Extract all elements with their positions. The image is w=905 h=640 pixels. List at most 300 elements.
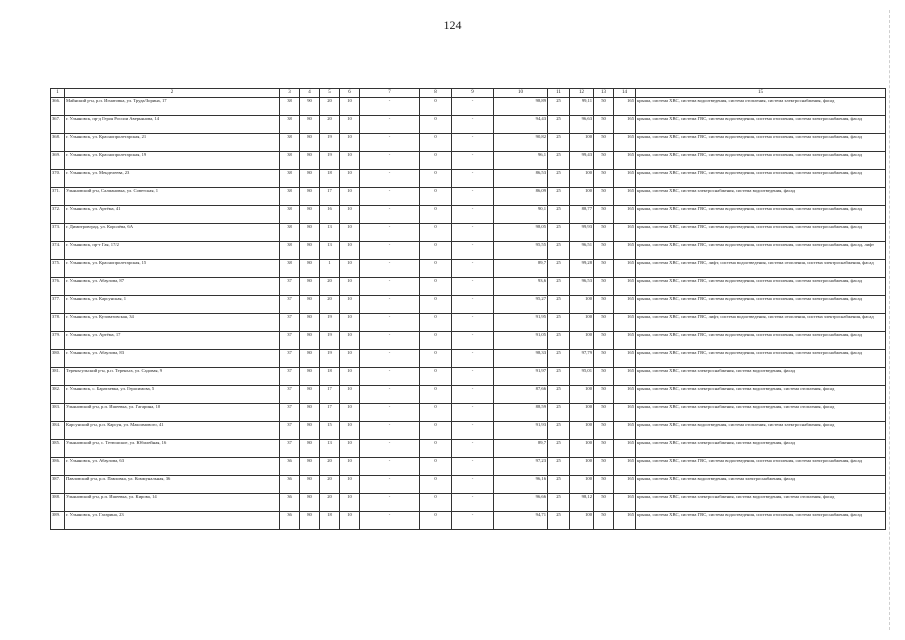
table-cell: 80: [300, 386, 320, 404]
table-cell: 50: [594, 458, 614, 476]
table-cell: 80: [300, 440, 320, 458]
table-cell: 0: [420, 134, 452, 152]
table-cell: 0: [420, 98, 452, 116]
table-cell: -: [360, 296, 420, 314]
table-cell: крыша, система ХВС, система ГВС, система водоотведения, система отопления, система электроснабжения, фасад: [636, 332, 886, 350]
table-cell: 100: [570, 476, 594, 494]
table-cell: -: [452, 152, 494, 170]
table-row: [51, 296, 886, 314]
table-cell: 50: [594, 440, 614, 458]
table-cell: -: [360, 386, 420, 404]
table-cell: крыша, система ХВС, система ГВС, система водоотведения, система отопления, система электроснабжения, фасад: [636, 224, 886, 242]
column-header: 9: [452, 89, 494, 98]
table-cell: 10: [340, 422, 360, 440]
table-cell: 0: [420, 404, 452, 422]
column-header: 4: [300, 89, 320, 98]
table-cell: 0: [420, 314, 452, 332]
column-header: 6: [340, 89, 360, 98]
column-header: 5: [320, 89, 340, 98]
table-row: [51, 386, 886, 404]
column-header: 15: [636, 89, 886, 98]
table-cell: 80: [300, 242, 320, 260]
table-cell: 0: [420, 458, 452, 476]
table-cell: 165: [614, 260, 636, 278]
table-cell: 10: [340, 476, 360, 494]
table-cell: 20: [320, 98, 340, 116]
table-cell: 0: [420, 188, 452, 206]
table-cell: 387.: [51, 476, 65, 494]
table-cell: крыша, система ХВС, система ГВС, система водоотведения, система отопления, система электроснабжения, фасад: [636, 512, 886, 530]
table-cell: 10: [340, 404, 360, 422]
table-cell: 0: [420, 350, 452, 368]
page-edge-line: [889, 10, 891, 630]
table-cell: 25: [548, 224, 570, 242]
table-cell: -: [360, 476, 420, 494]
table-row: [51, 332, 886, 350]
table-cell: 50: [594, 260, 614, 278]
table-cell: -: [452, 314, 494, 332]
table-cell: 16: [320, 206, 340, 224]
table-cell: -: [360, 98, 420, 116]
table-cell: г. Ульяновск, ул. Артёма, 17: [65, 332, 280, 350]
table-cell: 50: [594, 386, 614, 404]
table-cell: -: [360, 440, 420, 458]
table-cell: 100: [570, 188, 594, 206]
table-cell: -: [360, 458, 420, 476]
table-cell: 0: [420, 476, 452, 494]
table-cell: 165: [614, 350, 636, 368]
table-cell: 38: [280, 206, 300, 224]
table-row: [51, 224, 886, 242]
table-row: [51, 494, 886, 512]
table-cell: 38: [280, 224, 300, 242]
table-cell: -: [360, 368, 420, 386]
table-cell: крыша, система ХВС, система водоотведения, система электроснабжения, фасад: [636, 476, 886, 494]
table-cell: 383.: [51, 404, 65, 422]
table-cell: -: [360, 494, 420, 512]
table-cell: 98,05: [494, 224, 548, 242]
table-cell: 50: [594, 476, 614, 494]
table-cell: -: [360, 314, 420, 332]
table-cell: 36: [280, 458, 300, 476]
table-cell: 165: [614, 116, 636, 134]
table-cell: 80: [300, 422, 320, 440]
table-cell: 50: [594, 242, 614, 260]
table-cell: 10: [340, 224, 360, 242]
table-cell: крыша, система ХВС, система ГВС, система водоотведения, система отопления, система электроснабжения, фасад: [636, 170, 886, 188]
table-cell: 50: [594, 296, 614, 314]
table-cell: г. Ульяновск, ул. Кузоватовская, 34: [65, 314, 280, 332]
table-cell: г. Ульяновск, ул. Краснопролетарская, 19: [65, 152, 280, 170]
table-cell: 10: [340, 296, 360, 314]
table-cell: 38: [280, 98, 300, 116]
table-cell: 17: [320, 188, 340, 206]
table-cell: 385.: [51, 440, 65, 458]
table-cell: 165: [614, 188, 636, 206]
table-cell: 37: [280, 440, 300, 458]
table-cell: -: [452, 404, 494, 422]
table-cell: 91,95: [494, 314, 548, 332]
table-cell: 165: [614, 98, 636, 116]
table-cell: 0: [420, 278, 452, 296]
table-cell: 50: [594, 188, 614, 206]
column-header: 7: [360, 89, 420, 98]
table-cell: 89,7: [494, 260, 548, 278]
table-cell: 0: [420, 170, 452, 188]
table-cell: -: [360, 332, 420, 350]
table-cell: -: [452, 494, 494, 512]
table-cell: 100: [570, 386, 594, 404]
table-cell: 80: [300, 260, 320, 278]
table-cell: 367.: [51, 116, 65, 134]
table-cell: 25: [548, 170, 570, 188]
table-cell: 19: [320, 134, 340, 152]
table-cell: 50: [594, 422, 614, 440]
table-cell: -: [452, 332, 494, 350]
table-cell: 80: [300, 224, 320, 242]
table-cell: 95,01: [570, 368, 594, 386]
table-cell: 10: [340, 314, 360, 332]
table-cell: -: [452, 134, 494, 152]
table-cell: -: [360, 260, 420, 278]
table-cell: 80: [300, 476, 320, 494]
table-row: [51, 404, 886, 422]
table-cell: 90,1: [494, 206, 548, 224]
table-cell: крыша, система ХВС, система ГВС, система водоотведения, система отопления, система электроснабжения, фасад: [636, 278, 886, 296]
table-cell: г. Ульяновск, пр-д Героя России Аверьянова, 14: [65, 116, 280, 134]
table-cell: 384.: [51, 422, 65, 440]
table-cell: 91,97: [494, 368, 548, 386]
table-cell: 96,16: [494, 476, 548, 494]
table-cell: 25: [548, 188, 570, 206]
table-cell: 165: [614, 512, 636, 530]
table-cell: -: [452, 206, 494, 224]
table-cell: 25: [548, 134, 570, 152]
table-cell: 50: [594, 116, 614, 134]
table-row: [51, 350, 886, 368]
table-cell: 100: [570, 332, 594, 350]
table-cell: 37: [280, 314, 300, 332]
column-header: 1: [51, 89, 65, 98]
table-cell: 10: [340, 206, 360, 224]
table-cell: 98,89: [494, 98, 548, 116]
table-cell: г. Ульяновск, ул. Абаулова, 83: [65, 350, 280, 368]
table-cell: 37: [280, 368, 300, 386]
table-cell: 389.: [51, 512, 65, 530]
table-cell: Карсунский р-н, р.п. Карсун, ул. Максимового, 41: [65, 422, 280, 440]
table-cell: 368.: [51, 134, 65, 152]
table-cell: 20: [320, 458, 340, 476]
table-cell: 165: [614, 242, 636, 260]
table-cell: 86,53: [494, 170, 548, 188]
table-cell: 0: [420, 368, 452, 386]
table-cell: 25: [548, 422, 570, 440]
table-cell: -: [452, 386, 494, 404]
table-cell: 96,53: [570, 278, 594, 296]
table-cell: крыша, система ХВС, система электроснабжения, система водоотведения, система отопления, фасад: [636, 404, 886, 422]
table-cell: 98,33: [494, 350, 548, 368]
table-cell: крыша, система ХВС, система водоотведения, система отопления, система электроснабжения, фасад: [636, 422, 886, 440]
table-cell: 20: [320, 278, 340, 296]
table-cell: 50: [594, 332, 614, 350]
table-cell: 80: [300, 368, 320, 386]
table-cell: 0: [420, 224, 452, 242]
table-cell: 0: [420, 296, 452, 314]
table-cell: 0: [420, 206, 452, 224]
table-cell: 80: [300, 152, 320, 170]
table-cell: 25: [548, 260, 570, 278]
table-cell: 50: [594, 98, 614, 116]
table-cell: 50: [594, 368, 614, 386]
table-cell: 0: [420, 494, 452, 512]
table-cell: крыша, система ХВС, система ГВС, система водоотведения, система отопления, система электроснабжения, фасад: [636, 134, 886, 152]
column-header: 8: [420, 89, 452, 98]
table-cell: г. Ульяновск, ул. Абаулова, 87: [65, 278, 280, 296]
table-cell: 165: [614, 134, 636, 152]
table-cell: 38: [280, 116, 300, 134]
table-cell: 99,28: [570, 260, 594, 278]
table-cell: 80: [300, 332, 320, 350]
table-cell: 36: [280, 494, 300, 512]
table-cell: 80: [300, 494, 320, 512]
table-cell: 20: [320, 476, 340, 494]
table-cell: 80: [300, 404, 320, 422]
table-cell: 165: [614, 440, 636, 458]
table-cell: 50: [594, 350, 614, 368]
table-cell: крыша, система ХВС, система ГВС, система водоотведения, система отопления, система электроснабжения, фасад: [636, 206, 886, 224]
table-cell: 80: [300, 314, 320, 332]
table-cell: 25: [548, 332, 570, 350]
table-cell: 90: [300, 98, 320, 116]
column-header: 11: [548, 89, 570, 98]
table-row: [51, 314, 886, 332]
table-cell: 10: [340, 350, 360, 368]
table-cell: 10: [340, 134, 360, 152]
table-cell: 0: [420, 332, 452, 350]
table-cell: Тереньгульский р-н, р.п. Тереньга, ул. Садовая, 9: [65, 368, 280, 386]
table-cell: 10: [340, 152, 360, 170]
page-number: 124: [443, 18, 462, 32]
table-cell: 18: [320, 368, 340, 386]
table-cell: 25: [548, 296, 570, 314]
table-cell: 96,1: [494, 152, 548, 170]
table-cell: крыша, система ХВС, система ГВС, лифт, система водоотведения, система отопления, система электроснабжения, фасад: [636, 260, 886, 278]
table-cell: 10: [340, 458, 360, 476]
table-row: [51, 368, 886, 386]
table-cell: 100: [570, 170, 594, 188]
table-cell: 165: [614, 458, 636, 476]
table-cell: 18: [320, 512, 340, 530]
table-cell: 38: [280, 170, 300, 188]
table-cell: 25: [548, 152, 570, 170]
table-cell: -: [360, 170, 420, 188]
table-cell: -: [360, 224, 420, 242]
table-cell: крыша, система ХВС, система ГВС, система водоотведения, система отопления, система электроснабжения, фасад: [636, 296, 886, 314]
table-cell: -: [452, 458, 494, 476]
table-cell: 0: [420, 440, 452, 458]
column-header: 12: [570, 89, 594, 98]
table-cell: -: [452, 188, 494, 206]
table-cell: 89,7: [494, 440, 548, 458]
table-cell: -: [452, 278, 494, 296]
table-cell: 386.: [51, 458, 65, 476]
table-cell: 37: [280, 350, 300, 368]
table-cell: г. Ульяновск, с. Баратаевка, ул. Герасимова, 5: [65, 386, 280, 404]
table-cell: г. Ульяновск, пр-т Гая, 17/2: [65, 242, 280, 260]
table-cell: -: [452, 512, 494, 530]
table-cell: 25: [548, 476, 570, 494]
table-cell: 10: [340, 440, 360, 458]
table-cell: 38: [280, 152, 300, 170]
table-cell: 25: [548, 404, 570, 422]
table-cell: г. Ульяновск, ул. Менделеева, 23: [65, 170, 280, 188]
table-cell: Ульяновский р-н, р.п. Ишеевка, ул. Гагарина, 10: [65, 404, 280, 422]
column-header: 3: [280, 89, 300, 98]
table-cell: крыша, система ХВС, система электроснабжения, система водоотведения, система отопления, фасад: [636, 494, 886, 512]
table-row: [51, 188, 886, 206]
table-cell: 10: [340, 368, 360, 386]
table-cell: 95,55: [494, 242, 548, 260]
table-cell: 165: [614, 224, 636, 242]
table-cell: 373.: [51, 224, 65, 242]
table-cell: 50: [594, 314, 614, 332]
table-cell: 376.: [51, 278, 65, 296]
table-cell: -: [452, 224, 494, 242]
table-row: [51, 170, 886, 188]
table-cell: 25: [548, 350, 570, 368]
table-row: [51, 260, 886, 278]
table-cell: 94,43: [494, 116, 548, 134]
table-cell: -: [452, 440, 494, 458]
table-cell: -: [452, 260, 494, 278]
table-row: [51, 242, 886, 260]
table-cell: 37: [280, 296, 300, 314]
table-cell: г. Ульяновск, ул. Карсунская, 1: [65, 296, 280, 314]
table-cell: 100: [570, 512, 594, 530]
table-cell: г. Ульяновск, ул. Краснопролетарская, 21: [65, 134, 280, 152]
table-cell: 13: [320, 242, 340, 260]
table-cell: 375.: [51, 260, 65, 278]
table-cell: 165: [614, 494, 636, 512]
table-cell: Ульяновский р-н, с. Тетюшское, ул. Юбилейная, 16: [65, 440, 280, 458]
table-cell: 37: [280, 278, 300, 296]
table-row: [51, 422, 886, 440]
table-cell: 19: [320, 350, 340, 368]
table-cell: -: [452, 242, 494, 260]
table-cell: Ульяновский р-н, р.п. Ишеевка, ул. Кирова, 14: [65, 494, 280, 512]
table-cell: 165: [614, 404, 636, 422]
table-cell: 36: [280, 476, 300, 494]
table-cell: 0: [420, 242, 452, 260]
table-cell: крыша, система ХВС, система ГВС, система водоотведения, система отопления, система электроснабжения, фасад: [636, 152, 886, 170]
table-cell: 165: [614, 368, 636, 386]
table-header-row: [51, 89, 886, 98]
table-cell: -: [360, 206, 420, 224]
table-cell: 25: [548, 206, 570, 224]
table-cell: -: [360, 512, 420, 530]
table-cell: 17: [320, 386, 340, 404]
table-cell: крыша, система ХВС, система ГВС, система водоотведения, система отопления, система электроснабжения, фасад: [636, 350, 886, 368]
table-cell: 165: [614, 278, 636, 296]
table-cell: 165: [614, 332, 636, 350]
table-cell: 10: [340, 98, 360, 116]
table-cell: г. Ульяновск, ул. Артёма, 41: [65, 206, 280, 224]
table-cell: 80: [300, 134, 320, 152]
table-cell: 50: [594, 152, 614, 170]
table-cell: 50: [594, 512, 614, 530]
table-cell: крыша, система ХВС, система электроснабжения, система водоотведения, фасад: [636, 188, 886, 206]
table-cell: 38: [280, 242, 300, 260]
table-cell: -: [360, 404, 420, 422]
table-row: [51, 458, 886, 476]
table-cell: крыша, система ХВС, система ГВС, система водоотведения, система отопления, система электроснабжения, фасад: [636, 116, 886, 134]
table-cell: 370.: [51, 170, 65, 188]
table-cell: 165: [614, 476, 636, 494]
table-cell: 80: [300, 458, 320, 476]
table-cell: 100: [570, 404, 594, 422]
table-row: [51, 206, 886, 224]
table-cell: 165: [614, 314, 636, 332]
table-cell: 17: [320, 404, 340, 422]
table-cell: -: [360, 350, 420, 368]
table-cell: г. Ульяновск, ул. Краснопролетарская, 15: [65, 260, 280, 278]
table-row: [51, 152, 886, 170]
table-cell: 10: [340, 170, 360, 188]
table-cell: -: [452, 368, 494, 386]
table-cell: 379.: [51, 332, 65, 350]
table-cell: 100: [570, 296, 594, 314]
table-cell: 0: [420, 260, 452, 278]
table-cell: 100: [570, 422, 594, 440]
table-cell: 100: [570, 440, 594, 458]
table-cell: 37: [280, 332, 300, 350]
table-row: [51, 512, 886, 530]
table-cell: 18: [320, 170, 340, 188]
table-cell: 10: [340, 242, 360, 260]
table-cell: 165: [614, 170, 636, 188]
table-cell: 94,71: [494, 512, 548, 530]
table-cell: 19: [320, 152, 340, 170]
table-cell: 96,66: [494, 494, 548, 512]
table-cell: 37: [280, 404, 300, 422]
column-header: 2: [65, 89, 280, 98]
table-cell: 99,43: [570, 152, 594, 170]
table-cell: 25: [548, 512, 570, 530]
table-cell: крыша, система ХВС, система электроснабжения, система водоотведения, фасад: [636, 440, 886, 458]
table-cell: крыша, система ХВС, система электроснабжения, система водоотведения, система отопления, фасад: [636, 386, 886, 404]
table-cell: 96,63: [570, 116, 594, 134]
table-cell: -: [452, 170, 494, 188]
table-cell: 80: [300, 116, 320, 134]
table-cell: 165: [614, 296, 636, 314]
table-cell: 37: [280, 422, 300, 440]
table-cell: 100: [570, 314, 594, 332]
table-cell: 95,27: [494, 296, 548, 314]
table-cell: 15: [320, 422, 340, 440]
table-cell: 50: [594, 170, 614, 188]
table-cell: 1: [320, 260, 340, 278]
table-cell: 99,11: [570, 98, 594, 116]
table-cell: Павловский р-н, р.п. Павловка, ул. Коммунальная, 36: [65, 476, 280, 494]
table-cell: Ульяновский р-н, Салмановка, ул. Советская, 1: [65, 188, 280, 206]
table-cell: -: [360, 278, 420, 296]
table-cell: 25: [548, 98, 570, 116]
table-cell: 10: [340, 278, 360, 296]
table-cell: 50: [594, 224, 614, 242]
table-cell: 165: [614, 386, 636, 404]
data-table: [50, 88, 886, 530]
table-cell: 25: [548, 440, 570, 458]
